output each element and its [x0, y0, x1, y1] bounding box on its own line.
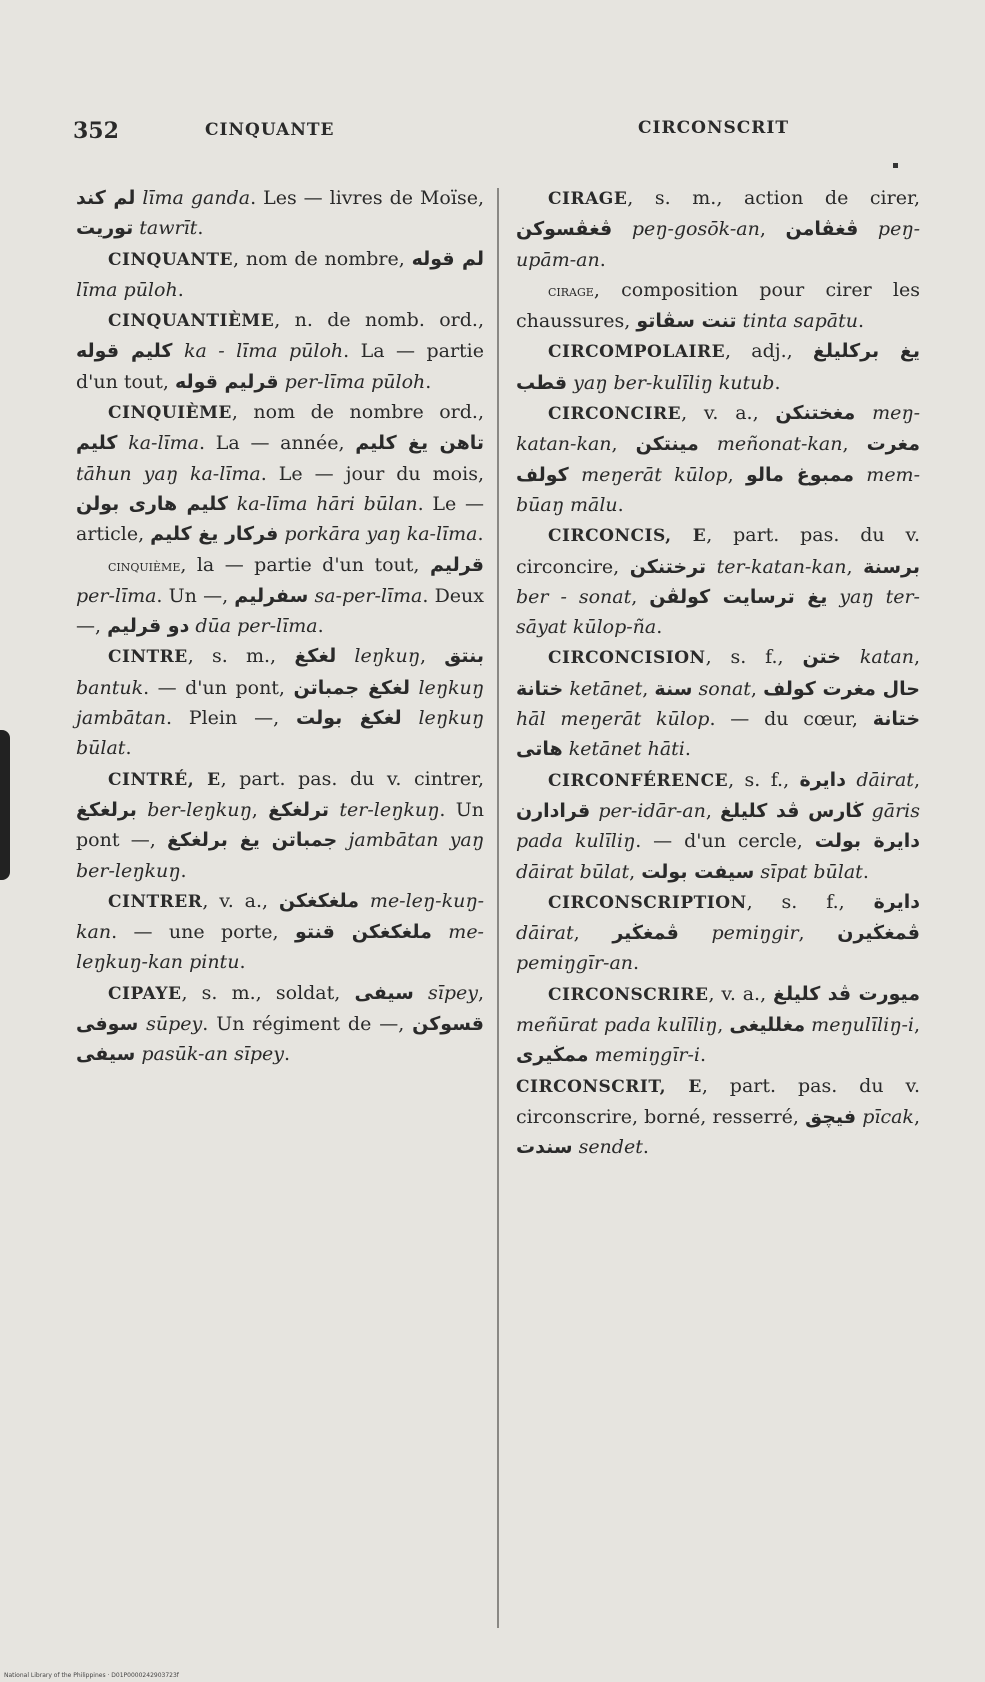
transliteration: līma ganda	[142, 187, 251, 209]
entry-text: . Un régiment de —,	[202, 1013, 413, 1036]
page-number: 352	[73, 118, 119, 144]
entry-text: . — une porte,	[111, 921, 295, 944]
transliteration: hāl meŋerāt kūlop	[516, 708, 710, 731]
jawi-text: كليم هارى بولن	[76, 492, 228, 515]
jawi-text: بنتق	[444, 645, 484, 668]
transliteration: līma pūloh	[76, 278, 178, 301]
dictionary-entry	[516, 183, 920, 275]
entry-text: , v. a.,	[708, 982, 773, 1005]
entry-text: .	[774, 371, 781, 394]
entry-text: .	[656, 616, 663, 639]
entry-headword: CIRCONCISION	[548, 648, 706, 669]
transliteration: ketānet hāti	[568, 738, 685, 761]
jawi-text: سندت	[516, 1136, 573, 1159]
dictionary-entry	[76, 978, 484, 1070]
jawi-text: دايرة بولت	[814, 830, 920, 853]
transliteration: jambātan yaŋ ber-leŋkuŋ	[76, 829, 484, 882]
entry-text: ,	[642, 677, 655, 700]
entry-text: .	[177, 278, 184, 301]
jawi-text: لم كند	[76, 187, 136, 209]
entry-text: . — du cœur,	[709, 708, 873, 731]
transliteration: me-leŋkuŋ-kan pintu	[76, 921, 484, 974]
transliteration: per-līma	[76, 584, 157, 607]
left-running-head: CINQUANTE	[205, 120, 335, 140]
dictionary-entry	[76, 183, 484, 244]
column-divider	[497, 188, 499, 1628]
entry-text: ,	[611, 433, 636, 456]
entry-text: . Le — jour du mois,	[260, 462, 484, 485]
jawi-text: ختانة	[516, 677, 564, 700]
entry-text: , n. de nomb. ord.,	[274, 309, 484, 332]
transliteration: peŋ-gosōk-an	[631, 218, 760, 241]
jawi-text: قسوكن سيفى	[76, 1013, 484, 1066]
dictionary-entry	[516, 520, 920, 642]
jawi-text: دو قرليم	[107, 615, 190, 638]
entry-headword: CIRCONCIRE	[548, 404, 682, 425]
binding-edge	[0, 730, 10, 880]
entry-text: .	[684, 738, 691, 761]
entry-text: . Le — article,	[76, 492, 484, 546]
entry-headword: CINTRÉ, E	[108, 769, 221, 790]
jawi-text: سيفى	[354, 981, 414, 1004]
entry-text: .	[239, 951, 246, 974]
transliteration: peŋ-upām-an	[516, 218, 920, 271]
entry-headword: CIRCONCIS, E	[548, 526, 707, 547]
dictionary-entry	[76, 305, 484, 397]
transliteration: pemiŋgir	[711, 922, 799, 945]
transliteration: me-leŋ-kuŋ-kan	[76, 889, 484, 944]
dictionary-entry	[76, 244, 484, 306]
entry-text: . La — partie d'un tout,	[76, 340, 484, 393]
jawi-text: يغ ترسايت كولڤن	[649, 585, 828, 608]
entry-text: . Deux —,	[76, 584, 485, 638]
jawi-text: قرليم	[429, 553, 484, 576]
dictionary-entry	[516, 642, 920, 764]
entry-text: .	[197, 217, 204, 240]
entry-text: , part. pas. du v. circonscrire, borné, resserré,	[516, 1074, 921, 1128]
ink-dot	[893, 163, 898, 168]
entry-text: . Un —,	[156, 584, 235, 607]
entry-headword-smallcaps: cinquième	[108, 555, 181, 575]
jawi-text: تنت سڤاتو	[636, 310, 737, 333]
jawi-text: قرادارن	[516, 799, 591, 822]
transliteration: tawrīt	[139, 217, 198, 240]
entry-text: ,	[419, 645, 445, 668]
entry-text: ,	[913, 1014, 920, 1037]
transliteration: meñūrat pada kulīliŋ	[516, 1014, 718, 1037]
entry-headword-smallcaps: cirage	[548, 280, 594, 300]
dictionary-entry	[516, 275, 920, 337]
jawi-text: لغكغ جمباتن	[293, 676, 410, 699]
entry-text: ,	[913, 1105, 920, 1128]
dictionary-entry	[516, 765, 920, 887]
entry-text: . Un pont —,	[76, 798, 484, 852]
transliteration: mem-būaŋ mālu	[516, 463, 920, 516]
entry-text: ,	[717, 1014, 730, 1037]
entry-text: .	[857, 310, 865, 333]
dictionary-entry	[76, 550, 484, 642]
jawi-text: سفرليم	[234, 584, 309, 607]
entry-text: ,	[913, 646, 920, 669]
transliteration: leŋkuŋ jambātan	[76, 676, 484, 730]
entry-text: ,	[477, 981, 485, 1004]
jawi-text: فركار يغ كليم	[150, 523, 279, 546]
jawi-text: مغختنكن	[775, 402, 856, 425]
entry-text: , s. m., soldat,	[181, 981, 355, 1004]
right-running-head: CIRCONSCRIT	[638, 118, 790, 138]
jawi-text: كليم	[76, 432, 118, 455]
jawi-text: ڤغڤامن	[785, 218, 859, 241]
entry-text: . La — année,	[198, 432, 356, 455]
jawi-text: ملغكغكن	[278, 889, 360, 912]
transliteration: pemiŋgīr-an	[516, 952, 634, 975]
entry-text: , v. a.,	[681, 402, 776, 425]
entry-text: ,	[705, 799, 721, 822]
dictionary-entry	[76, 641, 484, 763]
jawi-text: مغلليغى	[729, 1014, 806, 1037]
jawi-text: فيچق	[805, 1105, 857, 1128]
entry-text: . Plein —,	[165, 707, 296, 730]
transliteration: meŋerāt kūlop	[581, 463, 728, 486]
transliteration: yaŋ ber-kulīliŋ kutub	[573, 371, 775, 394]
entry-text: , la — partie d'un tout,	[180, 553, 430, 576]
entry-text: , s. m., action de cirer,	[627, 187, 920, 209]
jawi-text: ڤمغڬيرن	[837, 922, 920, 945]
transliteration: ketānet	[569, 677, 643, 700]
dictionary-entry	[516, 887, 920, 979]
entry-headword: CINTRE	[108, 647, 188, 668]
entry-headword: CIRCONFÉRENCE	[548, 770, 729, 791]
jawi-text: برسنة	[863, 555, 920, 578]
transliteration: sīpat būlat	[760, 860, 863, 883]
entry-headword: CINTRER	[108, 891, 203, 912]
dictionary-entry	[76, 764, 484, 886]
entry-text: .	[633, 952, 640, 975]
entry-text: ,	[727, 463, 746, 486]
transliteration: dāirat	[516, 922, 574, 945]
transliteration: sa-per-līma	[314, 584, 423, 607]
transliteration: sendet	[578, 1136, 643, 1159]
entry-headword: CIRCONSCRIRE	[548, 984, 709, 1005]
transliteration: ter-katan-kan	[716, 555, 847, 578]
jawi-text: دايرة	[873, 890, 920, 913]
entry-text: .	[425, 370, 432, 393]
entry-headword: CIRCOMPOLAIRE	[548, 342, 726, 363]
jawi-text: ترختنكن	[629, 555, 707, 578]
entry-text: , s. f.,	[746, 890, 874, 913]
entry-text: .	[284, 1043, 291, 1066]
transliteration: yaŋ ter-sāyat kūlop-ña	[516, 585, 920, 639]
transliteration: bantuk	[76, 676, 144, 699]
entry-text: ,	[631, 585, 650, 608]
jawi-text: مينتكن	[635, 433, 699, 456]
entry-text: .	[125, 737, 132, 760]
entry-text: .	[700, 1044, 707, 1067]
entry-text: ,	[750, 677, 764, 700]
entry-text: , s. f.,	[728, 768, 800, 791]
entry-text: .	[180, 859, 187, 882]
transliteration: ka-līma	[128, 432, 199, 455]
entry-text: ,	[913, 768, 920, 791]
entry-text: , composition pour cirer les chaussures,	[516, 278, 920, 333]
transliteration: pasūk-an sīpey	[141, 1043, 285, 1066]
entry-text: .	[477, 523, 484, 546]
right-column	[516, 183, 920, 1163]
dictionary-entry	[516, 979, 920, 1071]
entry-text: , nom de nombre,	[232, 247, 412, 270]
entry-text: ,	[842, 433, 867, 456]
entry-headword: CIPAYE	[108, 983, 182, 1004]
entry-headword: CINQUANTE	[108, 249, 233, 270]
jawi-text: سنة	[654, 677, 693, 700]
transliteration: tinta sapātu	[742, 310, 858, 333]
jawi-text: ممبوغ مالو	[745, 463, 854, 486]
entry-text: ,	[573, 922, 613, 945]
transliteration: leŋkuŋ	[354, 645, 420, 668]
entry-text: , adj.,	[725, 340, 813, 363]
entry-text: ,	[251, 798, 269, 821]
dictionary-entry	[516, 336, 920, 398]
entry-text: , s. m.,	[187, 645, 295, 668]
dictionary-entry	[76, 397, 484, 549]
entry-text: . Les — livres de Moïse,	[250, 187, 484, 209]
jawi-text: جمباتن يغ برلغكغ	[167, 829, 338, 852]
jawi-text: ڬارس ڤد كليلغ	[720, 799, 864, 822]
jawi-text: سوفى	[76, 1013, 139, 1036]
entry-text: . — d'un pont,	[143, 676, 294, 699]
jawi-text: ممڬيرى	[516, 1044, 589, 1067]
jawi-text: حال مغرت كولف	[763, 677, 920, 700]
transliteration: tāhun yaŋ ka-līma	[76, 462, 261, 485]
entry-text: .	[599, 248, 606, 271]
transliteration: per-idār-an	[598, 799, 706, 822]
jawi-text: ڤغڤسوكن	[516, 218, 613, 241]
transliteration: katan	[859, 646, 914, 669]
transliteration: meŋ-katan-kan	[516, 402, 920, 456]
transliteration: ka-līma hāri būlan	[236, 492, 418, 515]
entry-text: , part. pas. du v. circoncire,	[516, 524, 920, 578]
jawi-text: ختانة هاتى	[516, 708, 921, 761]
transliteration: porkāra yaŋ ka-līma	[284, 523, 478, 546]
jawi-text: سيفت بولت	[641, 860, 755, 883]
jawi-text: دايرة	[799, 768, 846, 791]
entry-text: .	[317, 615, 324, 638]
entry-headword: CIRCONSCRIT, E	[516, 1076, 702, 1097]
jawi-text: لغكغ	[294, 645, 337, 668]
transliteration: ter-leŋkuŋ	[339, 798, 440, 821]
jawi-text: ميورت ڤد كليلغ	[772, 982, 921, 1005]
jawi-text: يغ بركليلغ قطب	[516, 340, 920, 394]
entry-text: .	[617, 493, 624, 516]
dictionary-entry	[516, 1071, 920, 1163]
entry-text: , v. a.,	[202, 889, 279, 912]
entry-headword: CINQUIÈME	[108, 403, 232, 424]
jawi-text: ختن	[802, 646, 842, 669]
entry-text: ,	[846, 555, 864, 578]
jawi-text: كليم قوله	[76, 340, 173, 363]
transliteration: dāirat	[856, 768, 914, 791]
dictionary-entry	[516, 398, 920, 520]
jawi-text: لغكغ بولت	[295, 707, 402, 730]
transliteration: sonat	[698, 677, 751, 700]
transliteration: memiŋgīr-i	[594, 1044, 701, 1067]
transliteration: meñonat-kan	[716, 433, 843, 456]
entry-text: .	[862, 860, 869, 883]
jawi-text: برلغكغ	[76, 798, 137, 821]
jawi-text: لم قوله	[411, 247, 484, 270]
transliteration: ka - līma pūloh	[183, 340, 344, 363]
transliteration: pīcak	[862, 1105, 914, 1128]
entry-text: , s. f.,	[705, 646, 803, 669]
jawi-text: ملغكغكن قنتو	[294, 921, 432, 944]
entry-text: ,	[629, 860, 642, 883]
entry-text: ,	[798, 922, 838, 945]
transliteration: sūpey	[146, 1013, 203, 1036]
transliteration: meŋulīliŋ-i	[811, 1014, 914, 1037]
entry-headword: CINQUANTIÈME	[108, 311, 275, 332]
entry-text: . — d'un cercle,	[635, 830, 815, 853]
transliteration: ber - sonat	[516, 585, 632, 608]
entry-headword: CIRCONSCRIPTION	[548, 892, 747, 913]
transliteration: gāris pada kulīliŋ	[516, 799, 920, 853]
jawi-text: قرليم قوله	[174, 370, 279, 393]
transliteration: per-līma pūloh	[284, 370, 426, 393]
page-header	[0, 118, 985, 148]
entry-text: , nom de nombre ord.,	[231, 401, 484, 424]
footer-credit: National Library of the Philippines · D01P0000242903723f	[4, 1672, 179, 1679]
jawi-text: تاهن يغ كليم	[355, 432, 485, 455]
transliteration: sīpey	[428, 981, 478, 1004]
jawi-text: ڤمغڬير	[612, 922, 679, 945]
transliteration: dāirat būlat	[516, 860, 630, 883]
transliteration: ber-leŋkuŋ	[147, 798, 252, 821]
dictionary-entry	[76, 886, 484, 978]
left-column	[76, 183, 484, 1070]
entry-text: ,	[759, 218, 786, 241]
transliteration: dūa per-līma	[195, 615, 318, 638]
jawi-text: توريت	[76, 217, 134, 240]
entry-text: , part. pas. du v. cintrer,	[220, 767, 484, 790]
entry-text: .	[642, 1136, 649, 1159]
jawi-text: ترلغكغ	[268, 798, 329, 821]
entry-headword: CIRAGE	[548, 189, 628, 209]
jawi-text: مغرت كولف	[516, 433, 920, 486]
transliteration: leŋkuŋ būlat	[76, 707, 484, 760]
